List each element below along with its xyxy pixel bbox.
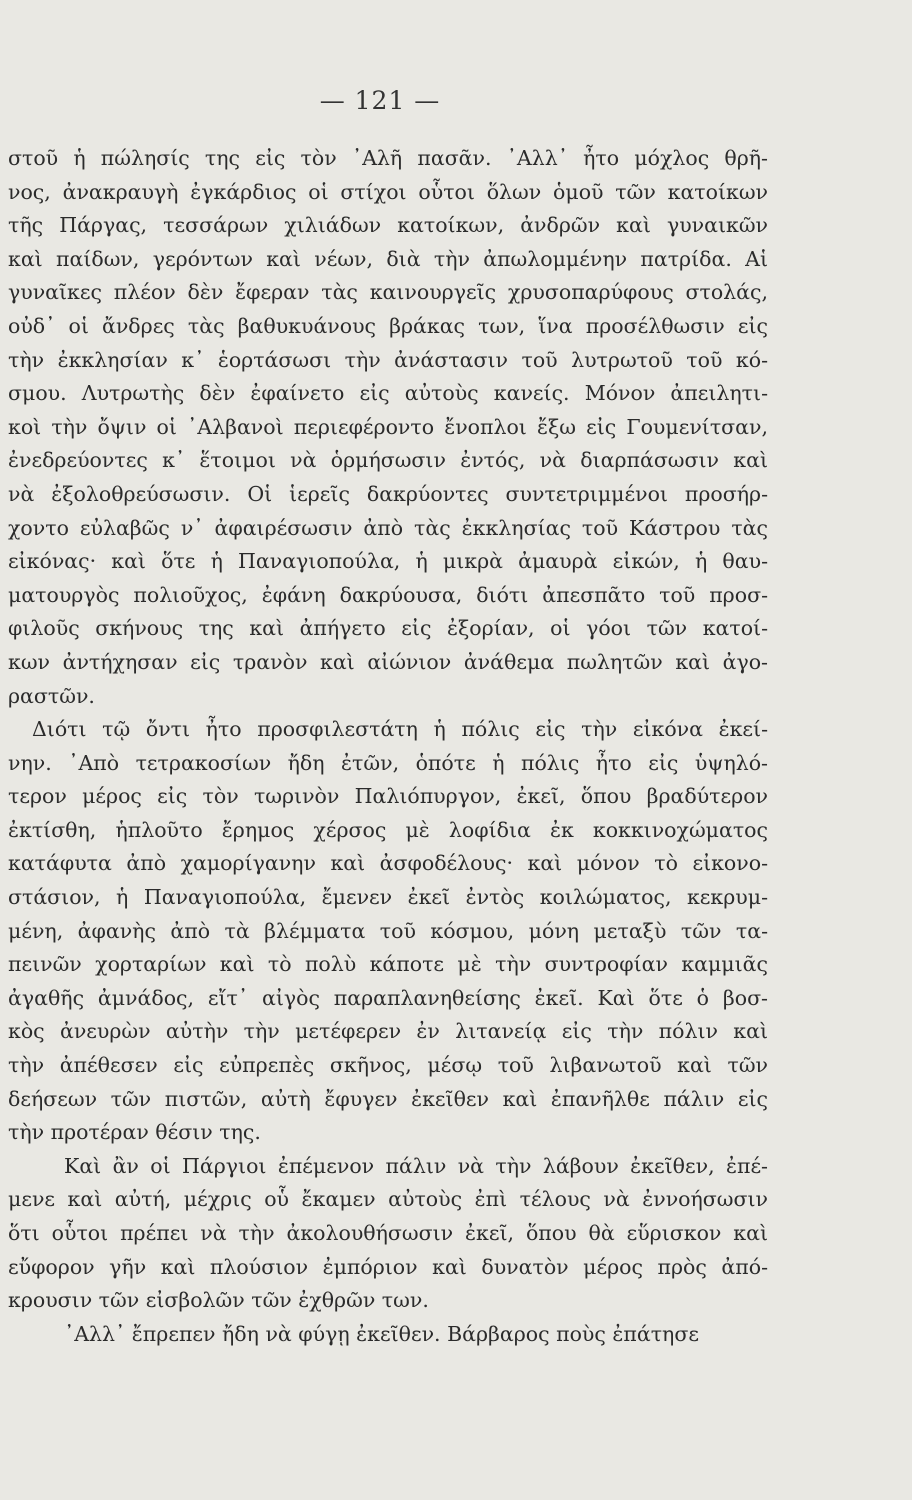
text-line: τερον μέρος εἰς τὸν τωρινὸν Παλιόπυργον, ἐκεῖ, ὅπου βραδύτερον [8, 784, 768, 809]
text-line: στάσιον, ἡ Παναγιοπούλα, ἔμενεν ἐκεῖ ἐντὸς κοιλώματος, κεκρυμ- [8, 885, 768, 910]
text-line: χοντο εὐλαβῶς ν᾿ ἀφαιρέσωσιν ἀπὸ τὰς ἐκκλησίας τοῦ Κάστρου τὰς [8, 515, 768, 540]
text-line: τῆς Πάργας, τεσσάρων χιλιάδων κατοίκων, ἀνδρῶν καὶ γυναικῶν [8, 213, 768, 238]
text-line: ἐκτίσθη, ἡπλοῦτο ἔρημος χέρσος μὲ λοφίδια ἐκ κοκκινοχώματος [8, 817, 768, 842]
text-line: κατάφυτα ἀπὸ χαμορίγανην καὶ ἀσφοδέλους· καὶ μόνον τὸ εἰκονο- [8, 851, 768, 876]
text-line: νὰ ἐξολοθρεύσωσιν. Οἱ ἱερεῖς δακρύοντες συντετριμμένοι προσήρ- [8, 481, 768, 506]
paragraph-end-line: ραστῶν. [8, 683, 95, 708]
body-text [8, 142, 768, 1351]
text-line: μενε καὶ αὐτή, μέχρις οὗ ἔκαμεν αὐτοὺς ἐπὶ τέλους νὰ ἐννοήσωσιν [8, 1187, 768, 1212]
paragraph-start-line: Διότι τῷ ὄντι ἦτο προσφιλεστάτη ἡ πόλις εἰς τὴν εἰκόνα ἐκεί- [32, 717, 768, 742]
text-line: νην. ᾿Απὸ τετρακοσίων ἤδη ἐτῶν, ὁπότε ἡ πόλις ἦτο εἰς ὑψηλό- [8, 750, 768, 775]
text-line: ἀγαθῆς ἀμνάδος, εἴτ᾿ αἰγὸς παραπλανηθείσης ἐκεῖ. Καὶ ὅτε ὁ βοσ- [8, 985, 768, 1010]
paragraph-start-line: ᾿Αλλ᾿ ἔπρεπεν ἤδη νὰ φύγῃ ἐκεῖθεν. Βάρβαρος ποὺς ἐπάτησε [64, 1321, 699, 1346]
paragraph-end-line: κρουσιν τῶν εἰσβολῶν τῶν ἐχθρῶν των. [8, 1288, 429, 1313]
text-line: δεήσεων τῶν πιστῶν, αὐτὴ ἔφυγεν ἐκεῖθεν καὶ ἐπανῆλθε πάλιν εἰς [8, 1086, 768, 1111]
text-line: εἰκόνας· καὶ ὅτε ἡ Παναγιοπούλα, ἡ μικρὰ ἀμαυρὰ εἰκών, ἡ θαυ- [8, 549, 768, 574]
text-line: εὔφορον γῆν καὶ πλούσιον ἐμπόριον καὶ δυνατὸν μέρος πρὸς ἀπό- [8, 1254, 768, 1279]
text-line: νος, ἀνακραυγὴ ἐγκάρδιος οἱ στίχοι οὗτοι ὅλων ὁμοῦ τῶν κατοίκων [8, 179, 768, 204]
text-line: καὶ παίδων, γερόντων καὶ νέων, διὰ τὴν ἀπωλομμένην πατρίδα. Αἱ [8, 246, 768, 271]
text-line: οὐδ᾿ οἱ ἄνδρες τὰς βαθυκυάνους βράκας των, ἵνα προσέλθωσιν εἰς [8, 313, 768, 338]
paragraph-start-line: Καὶ ἂν οἱ Πάργιοι ἐπέμενον πάλιν νὰ τὴν λάβουν ἐκεῖθεν, ἐπέ- [64, 1153, 768, 1178]
text-line: γυναῖκες πλέον δὲν ἔφεραν τὰς καινουργεῖς χρυσοπαρύφους στολάς, [8, 280, 768, 305]
text-line: ματουργὸς πολιοῦχος, ἐφάνη δακρύουσα, διότι ἀπεσπᾶτο τοῦ προσ- [8, 582, 768, 607]
text-line: κὸς ἀνευρὼν αὐτὴν τὴν μετέφερεν ἐν λιτανείᾳ εἰς τὴν πόλιν καὶ [8, 1019, 768, 1044]
text-line: φιλοῦς σκήνους της καὶ ἀπήγετο εἰς ἐξορίαν, οἱ γόοι τῶν κατοί- [8, 616, 768, 641]
text-line: κοὶ τὴν ὄψιν οἱ ᾿Αλβανοὶ περιεφέροντο ἔνοπλοι ἔξω εἰς Γουμενίτσαν, [8, 414, 768, 439]
paragraph-end-line: τὴν προτέραν θέσιν της. [8, 1120, 261, 1145]
text-line: σμου. Λυτρωτὴς δὲν ἐφαίνετο εἰς αὐτοὺς κανείς. Μόνον ἀπειλητι- [8, 381, 768, 406]
text-line: μένη, ἀφανὴς ἀπὸ τὰ βλέμματα τοῦ κόσμου, μόνη μεταξὺ τῶν τα- [8, 918, 768, 943]
text-line: ὅτι οὗτοι πρέπει νὰ τὴν ἀκολουθήσωσιν ἐκεῖ, ὅπου θὰ εὕρισκον καὶ [8, 1221, 768, 1245]
page-number: — 121 — [319, 86, 441, 115]
text-line: πεινῶν χορταρίων καὶ τὸ πολὺ κάποτε μὲ τὴν συντροφίαν καμμιᾶς [8, 952, 768, 977]
text-line: κων ἀντήχησαν εἰς τρανὸν καὶ αἰώνιον ἀνάθεμα πωλητῶν καὶ ἀγο- [8, 649, 768, 674]
text-line: τὴν ἐκκλησίαν κ᾿ ἑορτάσωσι τὴν ἀνάστασιν τοῦ λυτρωτοῦ τοῦ κό- [8, 347, 768, 372]
text-line: ἐνεδρεύοντες κ᾿ ἕτοιμοι νὰ ὁρμήσωσιν ἐντός, νὰ διαρπάσωσιν καὶ [8, 448, 768, 473]
text-line: στοῦ ἡ πώλησίς της εἰς τὸν ᾿Αλῆ πασᾶν. ᾿Αλλ᾿ ἦτο μόχλος θρῆ- [8, 146, 768, 170]
text-line: τὴν ἀπέθεσεν εἰς εὐπρεπὲς σκῆνος, μέσῳ τοῦ λιβανωτοῦ καὶ τῶν [8, 1053, 768, 1078]
